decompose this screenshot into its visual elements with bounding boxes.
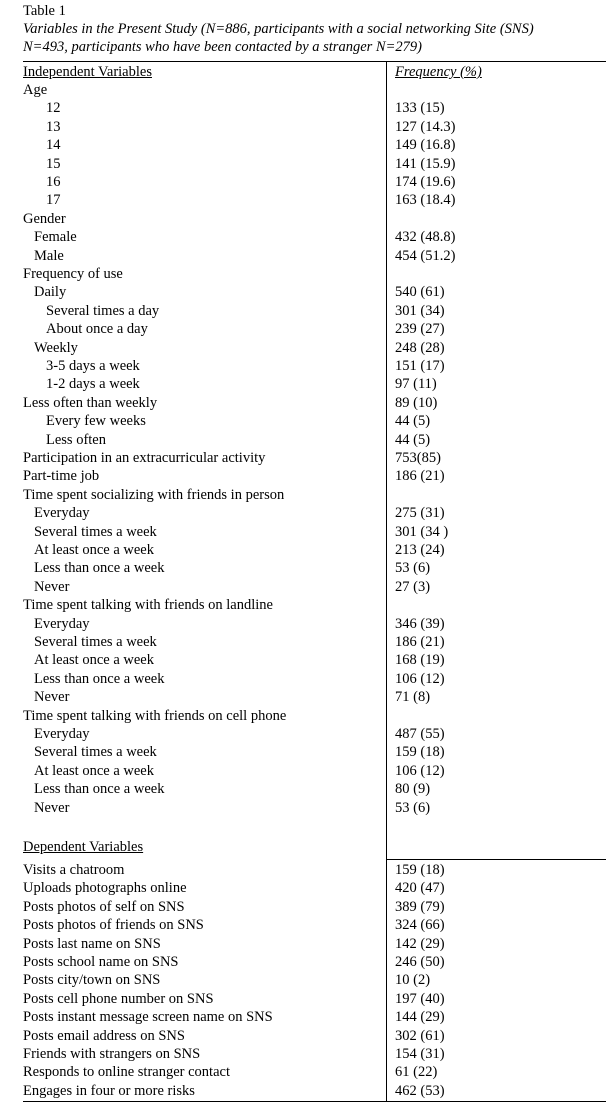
table-row bbox=[23, 799, 605, 817]
frequency-value: 89 (10) bbox=[395, 394, 438, 411]
dependent-variables-heading: Dependent Variables bbox=[23, 839, 144, 855]
table-row bbox=[23, 1082, 605, 1100]
table-row bbox=[23, 898, 605, 916]
frequency-heading: Frequency (%) bbox=[395, 64, 482, 80]
variable-label: Time spent talking with friends on cell phone bbox=[23, 707, 287, 724]
frequency-value: 420 (47) bbox=[395, 880, 445, 897]
table-row bbox=[23, 725, 605, 743]
variable-label: Every few weeks bbox=[46, 413, 146, 430]
table-row bbox=[23, 155, 605, 173]
variable-label: 1-2 days a week bbox=[46, 376, 140, 393]
table-row bbox=[23, 559, 605, 577]
variable-label: 13 bbox=[46, 118, 61, 135]
variable-label: Part-time job bbox=[23, 468, 100, 485]
frequency-value: 246 (50) bbox=[395, 954, 445, 970]
frequency-value: 346 (39) bbox=[395, 615, 445, 632]
variable-label: At least once a week bbox=[34, 542, 154, 558]
frequency-value: 389 (79) bbox=[395, 898, 445, 915]
variable-label: Less often bbox=[46, 431, 106, 448]
variable-label: Never bbox=[34, 578, 70, 595]
frequency-value: 159 (18) bbox=[395, 862, 445, 878]
frequency-value: 144 (29) bbox=[395, 1009, 445, 1026]
table-row bbox=[23, 504, 605, 522]
table-row bbox=[23, 81, 605, 99]
table-row bbox=[23, 191, 605, 209]
variable-label: Responds to online stranger contact bbox=[23, 1064, 230, 1081]
table-row bbox=[23, 283, 605, 301]
dependent-header-row bbox=[23, 838, 605, 856]
variable-label: Posts school name on SNS bbox=[23, 954, 179, 970]
frequency-value: 142 (29) bbox=[395, 935, 445, 952]
table-row bbox=[23, 762, 605, 780]
table-row bbox=[23, 173, 605, 191]
frequency-value: 174 (19.6) bbox=[395, 174, 456, 190]
frequency-value: 80 (9) bbox=[395, 781, 431, 798]
frequency-value: 53 (6) bbox=[395, 560, 431, 577]
variable-label: Posts email address on SNS bbox=[23, 1027, 185, 1044]
table-row bbox=[23, 228, 605, 246]
table-row bbox=[23, 467, 605, 485]
frequency-value: 44 (5) bbox=[395, 431, 431, 448]
frequency-value: 106 (12) bbox=[395, 670, 445, 687]
variable-label: Daily bbox=[34, 284, 67, 301]
variable-label: Time spent socializing with friends in person bbox=[23, 486, 285, 503]
variable-label: Several times a week bbox=[34, 744, 157, 761]
variable-label: Posts instant message screen name on SNS bbox=[23, 1009, 273, 1026]
variable-label: Less than once a week bbox=[34, 670, 165, 687]
variable-label: 16 bbox=[46, 174, 61, 190]
variable-label: About once a day bbox=[46, 321, 148, 338]
table-row bbox=[23, 780, 605, 798]
frequency-value: 275 (31) bbox=[395, 505, 445, 522]
table-row bbox=[23, 651, 605, 669]
table-row bbox=[23, 339, 605, 357]
table-row bbox=[23, 743, 605, 761]
table-row bbox=[23, 449, 605, 467]
variable-label: 14 bbox=[46, 137, 61, 154]
variable-label: Engages in four or more risks bbox=[23, 1082, 195, 1099]
variable-label: Friends with strangers on SNS bbox=[23, 1046, 201, 1062]
frequency-value: 753(85) bbox=[395, 450, 441, 466]
variable-label: Gender bbox=[23, 210, 66, 227]
variable-label: 12 bbox=[46, 100, 61, 117]
table-row bbox=[23, 596, 605, 614]
frequency-value: 154 (31) bbox=[395, 1046, 445, 1062]
variable-label: Male bbox=[34, 247, 64, 264]
frequency-value: 462 (53) bbox=[395, 1082, 445, 1099]
frequency-value: 302 (61) bbox=[395, 1027, 445, 1044]
frequency-value: 97 (11) bbox=[395, 376, 437, 393]
table-row bbox=[23, 523, 605, 541]
variable-label: Weekly bbox=[34, 339, 78, 356]
table-row bbox=[23, 615, 605, 633]
table-row bbox=[23, 707, 605, 725]
frequency-value: 454 (51.2) bbox=[395, 247, 456, 264]
table-row bbox=[23, 990, 605, 1008]
variable-label: At least once a week bbox=[34, 652, 154, 669]
table-row bbox=[23, 357, 605, 375]
frequency-value: 186 (21) bbox=[395, 634, 445, 650]
frequency-value: 540 (61) bbox=[395, 284, 445, 301]
frequency-value: 106 (12) bbox=[395, 762, 445, 779]
table-caption bbox=[23, 2, 608, 56]
variable-label: Participation in an extracurricular activity bbox=[23, 450, 266, 466]
table-row bbox=[23, 247, 605, 265]
variable-label: 17 bbox=[46, 192, 61, 209]
variable-label: Posts last name on SNS bbox=[23, 935, 161, 952]
variable-label: Age bbox=[23, 82, 48, 98]
table-row bbox=[23, 633, 605, 651]
variable-label: Visits a chatroom bbox=[23, 862, 125, 878]
table-row bbox=[23, 375, 605, 393]
variable-label: Posts photos of friends on SNS bbox=[23, 917, 204, 934]
variable-label: Several times a week bbox=[34, 523, 157, 540]
variable-label: Everyday bbox=[34, 726, 90, 742]
variable-label: Posts city/town on SNS bbox=[23, 972, 161, 989]
table-row bbox=[23, 136, 605, 154]
frequency-value: 213 (24) bbox=[395, 542, 445, 558]
table-row bbox=[23, 302, 605, 320]
variable-label: Several times a week bbox=[34, 634, 157, 650]
variable-label: Less than once a week bbox=[34, 560, 165, 577]
variable-label: Less often than weekly bbox=[23, 394, 158, 411]
variable-label: Everyday bbox=[34, 615, 90, 632]
variable-label: At least once a week bbox=[34, 762, 154, 779]
frequency-value: 432 (48.8) bbox=[395, 229, 456, 246]
table-row bbox=[23, 486, 605, 504]
table-row bbox=[23, 688, 605, 706]
frequency-value: 53 (6) bbox=[395, 799, 431, 816]
variable-label: Uploads photographs online bbox=[23, 880, 187, 897]
variable-label: Female bbox=[34, 229, 77, 246]
variable-label: Time spent talking with friends on landline bbox=[23, 597, 273, 614]
frequency-value: 168 (19) bbox=[395, 652, 445, 669]
variable-label: Everyday bbox=[34, 505, 90, 522]
variable-label: Posts photos of self on SNS bbox=[23, 898, 185, 915]
frequency-value: 141 (15.9) bbox=[395, 155, 456, 172]
frequency-value: 487 (55) bbox=[395, 726, 445, 742]
variable-label: Several times a day bbox=[46, 302, 160, 319]
table-row bbox=[23, 578, 605, 596]
table-row bbox=[23, 1027, 605, 1045]
independent-header-row bbox=[23, 63, 605, 81]
table-title-line-1: Variables in the Present Study (N=886, participants with a social networking Site (SNS) bbox=[23, 21, 534, 37]
table-bottom-rule bbox=[23, 1101, 606, 1102]
frequency-value: 149 (16.8) bbox=[395, 137, 456, 154]
frequency-value: 324 (66) bbox=[395, 917, 445, 934]
frequency-value: 27 (3) bbox=[395, 578, 431, 595]
table-row bbox=[23, 99, 605, 117]
frequency-value: 61 (22) bbox=[395, 1064, 438, 1081]
variable-label: Never bbox=[34, 799, 70, 816]
table-row bbox=[23, 1045, 605, 1063]
table-label: Table 1 bbox=[23, 3, 66, 19]
frequency-value: 197 (40) bbox=[395, 990, 445, 1007]
variable-label: Posts cell phone number on SNS bbox=[23, 990, 214, 1007]
frequency-value: 301 (34 ) bbox=[395, 523, 449, 540]
table-row bbox=[23, 118, 605, 136]
frequency-value: 239 (27) bbox=[395, 321, 445, 338]
frequency-value: 163 (18.4) bbox=[395, 192, 456, 209]
table-row bbox=[23, 971, 605, 989]
variable-label: 3-5 days a week bbox=[46, 358, 140, 374]
table-row bbox=[23, 953, 605, 971]
table-row bbox=[23, 935, 605, 953]
variable-label: Less than once a week bbox=[34, 781, 165, 798]
frequency-value: 248 (28) bbox=[395, 339, 445, 356]
table-row bbox=[23, 1008, 605, 1026]
dependent-header-rule bbox=[386, 859, 606, 860]
table-row bbox=[23, 879, 605, 897]
table-row bbox=[23, 412, 605, 430]
frequency-value: 151 (17) bbox=[395, 358, 445, 374]
frequency-value: 133 (15) bbox=[395, 100, 445, 117]
table-row bbox=[23, 210, 605, 228]
table-row bbox=[23, 916, 605, 934]
variable-label: Never bbox=[34, 689, 70, 706]
table-row bbox=[23, 861, 605, 879]
table-top-rule bbox=[23, 61, 606, 62]
table-row bbox=[23, 320, 605, 338]
frequency-value: 44 (5) bbox=[395, 413, 431, 430]
table-row bbox=[23, 670, 605, 688]
table-row bbox=[23, 394, 605, 412]
frequency-value: 186 (21) bbox=[395, 468, 445, 485]
table-row bbox=[23, 1063, 605, 1081]
frequency-value: 301 (34) bbox=[395, 302, 445, 319]
frequency-value: 127 (14.3) bbox=[395, 118, 456, 135]
frequency-value: 10 (2) bbox=[395, 972, 431, 989]
frequency-value: 71 (8) bbox=[395, 689, 431, 706]
table-row bbox=[23, 431, 605, 449]
table-title-line-2: N=493, participants who have been contacted by a stranger N=279) bbox=[23, 39, 422, 55]
independent-variables-heading: Independent Variables bbox=[23, 64, 152, 80]
frequency-value: 159 (18) bbox=[395, 744, 445, 761]
table-row bbox=[23, 541, 605, 559]
variable-label: Frequency of use bbox=[23, 266, 123, 282]
variable-label: 15 bbox=[46, 155, 61, 172]
table-row bbox=[23, 265, 605, 283]
